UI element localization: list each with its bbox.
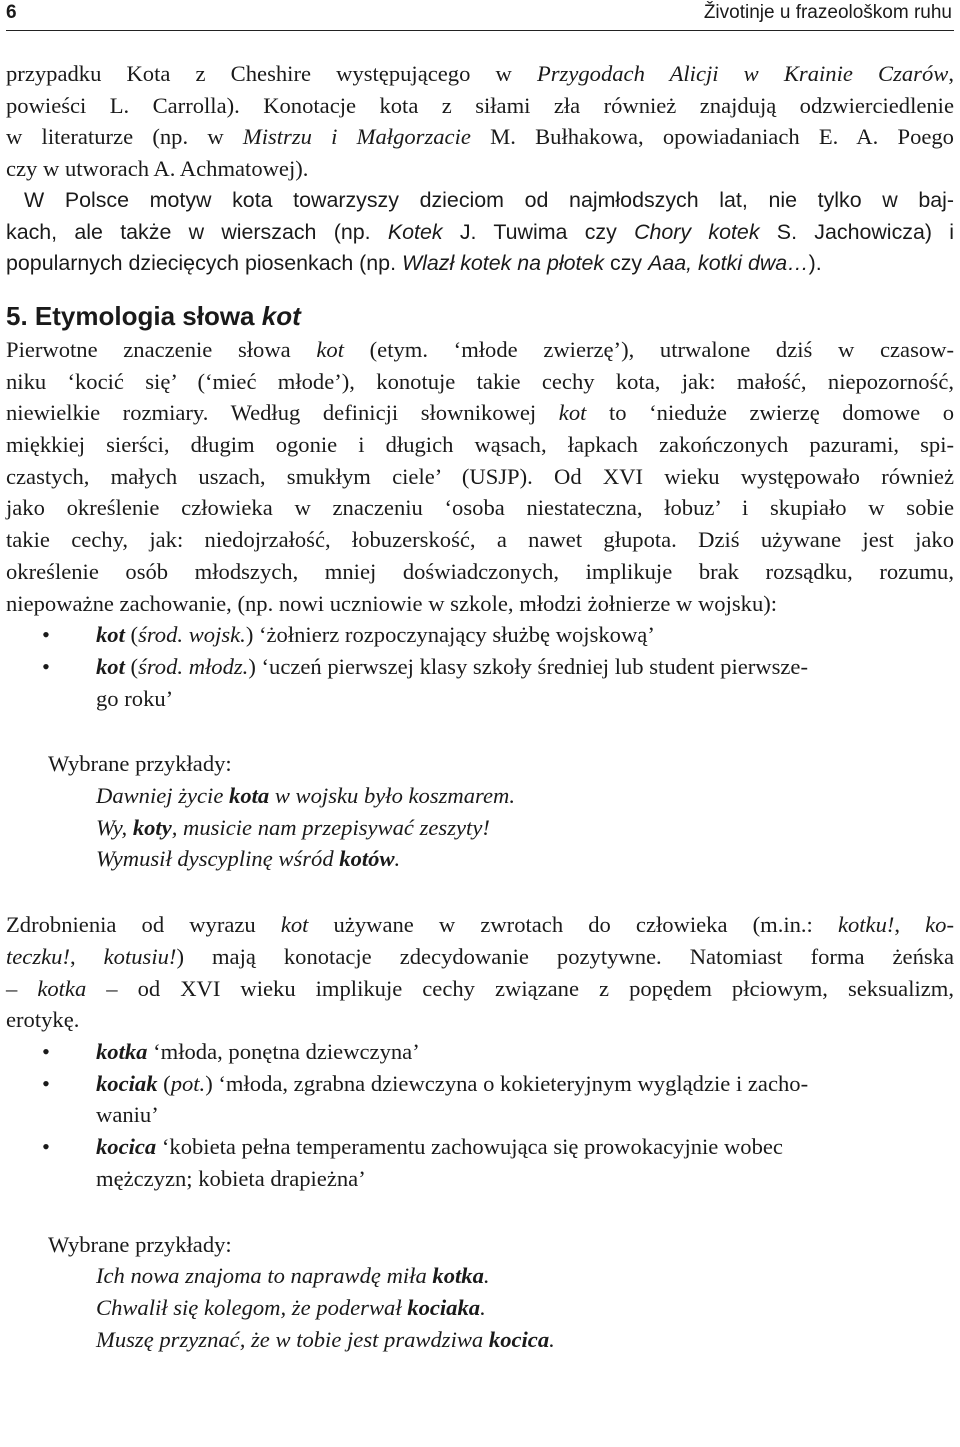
example-sentence: Dawniej życie kota w wojsku było koszmarem. <box>96 783 515 809</box>
list-item: • kot (środ. wojsk.) ‘żołnierz rozpoczynający służbę wojskową’ <box>42 622 655 648</box>
page-body <box>6 58 954 1355</box>
page-number: 6 <box>6 2 17 23</box>
bullet-list-kot: • kot (środ. wojsk.) ‘żołnierz rozpoczynający służbę wojskową’ • kot (środ. młodz.) ‘uczeń pierwszej klasy szkoły średniej lub student pierwsze- go roku’ <box>6 619 954 714</box>
list-item: • kotka ‘młoda, ponętna dziewczyna’ <box>42 1038 420 1064</box>
running-title: Životinje u frazeološkom ruhu <box>703 2 952 23</box>
example-sentence: Wymusił dyscyplinę wśród kotów. <box>96 846 401 872</box>
paragraph-cat-literature: przypadku Kota z Cheshire występującego w Przygodach Alicji w Krainie Czarów, powieści L. Carrolla). Konotacje kota z siłami zła również znajdują odzwierciedlenie w literaturze (np. w Mistrzu i Małgorzacie M. Bułhakowa, opowiadaniach E. A. Poego czy w utworach A. Achmatowej). <box>6 61 954 182</box>
section-heading: 5. Etymologia słowa kot <box>6 300 301 331</box>
example-sentence: Wy, koty, musicie nam przepisywać zeszyty! <box>96 814 490 840</box>
list-item: • kociak (pot.) ‘młoda, zgrabna dziewczyna o kokieteryjnym wyglądzie i zacho- <box>42 1070 809 1096</box>
examples-block-1 <box>6 748 954 875</box>
list-item: • kot (środ. młodz.) ‘uczeń pierwszej klasy szkoły średniej lub student pierwsze- <box>42 653 808 679</box>
list-item: • kocica ‘kobieta pełna temperamentu zachowująca się prowokacyjnie wobec <box>42 1134 783 1160</box>
paragraph-cat-in-poland: W Polsce motyw kota towarzyszy dzieciom od najmłodszych lat, nie tylko w baj- kach, ale także w wierszach (np. Kotek J. Tuwima czy Chory kotek S. Jachowicza) i popularnych dziecięcych piosenkach (np. Wlazł kotek na płotek czy Aaa, kotki dwa…). <box>6 187 954 276</box>
paragraph-etymology: Pierwotne znaczenie słowa kot (etym. ‘młode zwierzę’), utrwalone dziś w czasow- niku ‘kocić się’ (‘mieć młode’), konotuje takie cechy kota, jak: małość, niepozorność, niewielkie rozmiary. Według definicji słownikowej kot to ‘nieduże zwierzę domowe o miękkiej sierści, długim ogonie i długich wąsach, łapkach zakończonych pazurami, spi- czastych, małych uszach, smukłym ciele’ (USJP). Od XVI wieku występowało również jako określenie człowieka w znaczeniu ‘osoba niestateczna, łobuz’ i skupiało w sobie takie cechy, jak: niedojrzałość, łobuzerskość, a nawet głupota. Dziś używane jest jako określenie osób młodszych, mniej doświadczonych, implikuje brak rozsądku, rozumu, niepoważne zachowanie, (np. nowi uczniowie w szkole, młodzi żołnierze w wojsku): <box>6 336 954 616</box>
page-header <box>6 0 954 31</box>
bullet-list-kotka: • kotka ‘młoda, ponętna dziewczyna’ • kociak (pot.) ‘młoda, zgrabna dziewczyna o kokieteryjnym wyglądzie i zacho- waniu’ • kocica ‘kobieta pełna temperamentu zachowująca się prowokacyjnie wobec mężczyzn; kobieta drapieżna’ <box>6 1036 954 1195</box>
example-sentence: Ich nowa znajoma to naprawdę miła kotka. <box>96 1263 490 1289</box>
examples-label: Wybrane przykłady: <box>48 1231 232 1257</box>
example-sentence: Chwalił się kolegom, że poderwał kociaka. <box>96 1294 486 1320</box>
examples-block-2 <box>6 1229 954 1356</box>
example-sentence: Muszę przyznać, że w tobie jest prawdziwa kocica. <box>96 1326 555 1352</box>
paragraph-diminutives: Zdrobnienia od wyrazu kot używane w zwrotach do człowieka (m.in.: kotku!, ko- teczku!, kotusiu!) mają konotacje zdecydowanie pozytywne. Natomiast forma żeńska – kotka – od XVI wieku implikuje cechy związane z popędem płciowym, seksualizm, erotykę. <box>6 912 954 1033</box>
examples-label: Wybrane przykłady: <box>48 751 232 777</box>
